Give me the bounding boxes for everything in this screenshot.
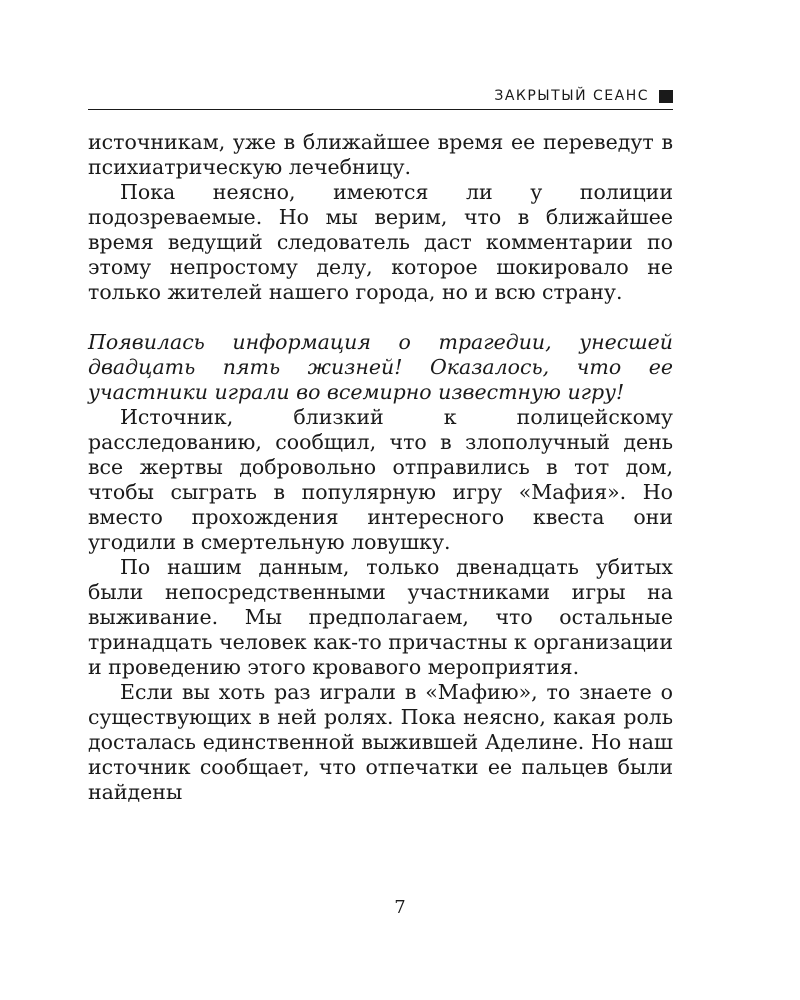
paragraph: Пока неясно, имеются ли у полиции подозреваемые. Но мы верим, что в ближайшее время ведущий следователь даст комментарии по этому непростому делу, которое шокировало не только жителей нашего города, но и всю страну. — [88, 180, 673, 304]
chapter-title: ЗАКРЫТЫЙ СЕАНС — [494, 88, 649, 104]
paragraph: Если вы хоть раз играли в «Мафию», то знаете о существующих в ней ролях. Пока неясно, какая роль досталась единственной выжившей Аделине. Но наш источник сообщает, что отпечатки ее пальцев были найдены — [88, 680, 673, 804]
black-square-icon — [659, 90, 673, 103]
paragraph: источникам, уже в ближайшее время ее переведут в психиатрическую лечебницу. — [88, 130, 673, 179]
italic-lead-paragraph: Появилась информация о трагедии, унесшей двадцать пять жизней! Оказалось, что ее участники играли во всемирно известную игру! — [88, 330, 673, 404]
paragraph: По нашим данным, только двенадцать убитых были непосредственными участниками игры на выживание. Мы предполагаем, что остальные тринадцать человек как-то причастны к организации и проведению этого кровавого мероприятия. — [88, 555, 673, 679]
paragraph: Источник, близкий к полицейскому расследованию, сообщил, что в злополучный день все жертвы добровольно отправились в тот дом, чтобы сыграть в популярную игру «Мафия». Но вместо прохождения интересного квеста они угодили в смертельную ловушку. — [88, 405, 673, 554]
page-number: 7 — [394, 897, 406, 918]
running-header — [88, 83, 673, 110]
body-text — [88, 130, 673, 805]
